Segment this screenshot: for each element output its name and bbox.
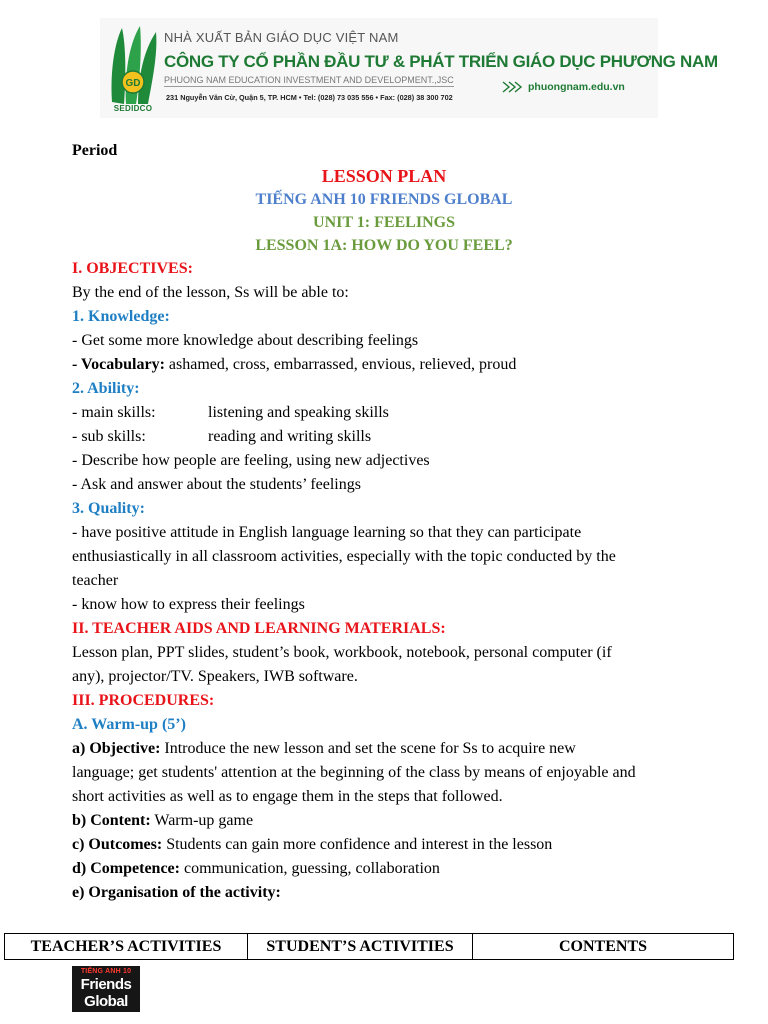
quality-line: - have positive attitude in English language learning so that they can participate [72, 524, 582, 541]
objective-line: short activities as well as to engage them in the steps that followed. [72, 788, 503, 805]
ability-line: - Describe how people are feeling, using new adjectives [72, 452, 430, 469]
sub-skills-text: reading and writing skills [208, 428, 372, 445]
objective-line: language; get students' attention at the beginning of the class by means of enjoyable and [72, 764, 636, 781]
ability-line: - Ask and answer about the students’ feelings [72, 476, 361, 493]
lesson-title: LESSON 1A: HOW DO YOU FEEL? [255, 237, 513, 254]
competence-text: communication, guessing, collaboration [179, 860, 440, 877]
organisation-label: e) Organisation of the activity: [72, 884, 281, 901]
chevrons-right-icon [502, 80, 524, 94]
main-skills-label: - main skills: [72, 404, 156, 421]
document-title: LESSON PLAN [321, 166, 447, 186]
objective-label: a) Objective: [72, 740, 161, 757]
outcomes-text: Students can gain more confidence and interest in the lesson [162, 836, 553, 853]
table-header-student: STUDENT’S ACTIVITIES [248, 934, 473, 959]
knowledge-line: - Get some more knowledge about describing feelings [72, 332, 419, 349]
materials-heading: II. TEACHER AIDS AND LEARNING MATERIALS: [72, 620, 446, 637]
content-label: b) Content: [72, 812, 151, 829]
outcomes-label: c) Outcomes: [72, 836, 163, 853]
company-english-name: PHUONG NAM EDUCATION INVESTMENT AND DEVELOPMENT.,JSC [164, 75, 454, 85]
knowledge-heading: 1. Knowledge: [72, 308, 170, 325]
sub-skills-label: - sub skills: [72, 428, 146, 445]
course-title: TIẾNG ANH 10 FRIENDS GLOBAL [255, 191, 513, 208]
company-name: CÔNG TY CỔ PHẦN ĐẦU TƯ & PHÁT TRIỂN GIÁO DỤC PHƯƠNG NAM [164, 52, 718, 71]
quality-heading: 3. Quality: [72, 500, 145, 517]
quality-line: - know how to express their feelings [72, 596, 305, 613]
table-header-teacher: TEACHER’S ACTIVITIES [5, 934, 248, 959]
materials-line: Lesson plan, PPT slides, student’s book, workbook, notebook, personal computer (if [72, 644, 612, 661]
vocabulary-line [72, 353, 696, 377]
sub-skills-line [72, 425, 696, 449]
objectives-heading: I. OBJECTIVES: [72, 260, 193, 277]
book-logo-friends: Friends [80, 976, 132, 993]
company-address: 231 Nguyễn Văn Cừ, Quận 5, TP. HCM • Tel: (028) 73 035 556 • Fax: (028) 38 300 702 [166, 93, 453, 102]
website-link[interactable]: phuongnam.edu.vn [528, 81, 625, 93]
vocab-text: ashamed, cross, embarrassed, envious, relieved, proud [164, 356, 517, 373]
unit-title: UNIT 1: FEELINGS [313, 214, 455, 231]
lesson-document [72, 140, 696, 905]
table-header-contents: CONTENTS [558, 938, 648, 955]
main-skills-text: listening and speaking skills [208, 404, 389, 421]
friends-global-logo [72, 966, 140, 1012]
content-text: Warm-up game [150, 812, 254, 829]
company-logo-icon [106, 24, 160, 108]
activities-table-header [4, 933, 734, 960]
quality-line: enthusiastically in all classroom activities, especially with the topic conducted by the [72, 548, 616, 565]
publisher-name: NHÀ XUẤT BẢN GIÁO DỤC VIỆT NAM [164, 30, 399, 45]
quality-line: teacher [72, 572, 119, 589]
objectives-intro: By the end of the lesson, Ss will be able to: [72, 284, 349, 301]
content-line [72, 809, 696, 833]
objective-line [72, 737, 696, 761]
header-banner [100, 18, 718, 118]
objective-text: Introduce the new lesson and set the scene for Ss to acquire new [160, 740, 576, 757]
book-logo-top: TIẾNG ANH 10 [80, 968, 132, 975]
competence-line [72, 857, 696, 881]
warmup-heading: A. Warm-up (5’) [72, 716, 186, 733]
book-logo-global: Global [84, 993, 128, 1010]
procedures-heading: III. PROCEDURES: [72, 692, 215, 709]
vocab-prefix: - [72, 356, 82, 373]
competence-label: d) Competence: [72, 860, 180, 877]
title-block [72, 164, 696, 257]
main-skills-line [72, 401, 696, 425]
outcomes-line [72, 833, 696, 857]
ability-heading: 2. Ability: [72, 380, 140, 397]
materials-line: any), projector/TV. Speakers, IWB software. [72, 668, 358, 685]
vocab-label: Vocabulary: [81, 356, 165, 373]
svg-text:GD: GD [125, 78, 141, 89]
period-label: Period [72, 142, 118, 159]
organisation-line [72, 881, 696, 905]
brand-name: SEDIDCO [113, 104, 153, 113]
